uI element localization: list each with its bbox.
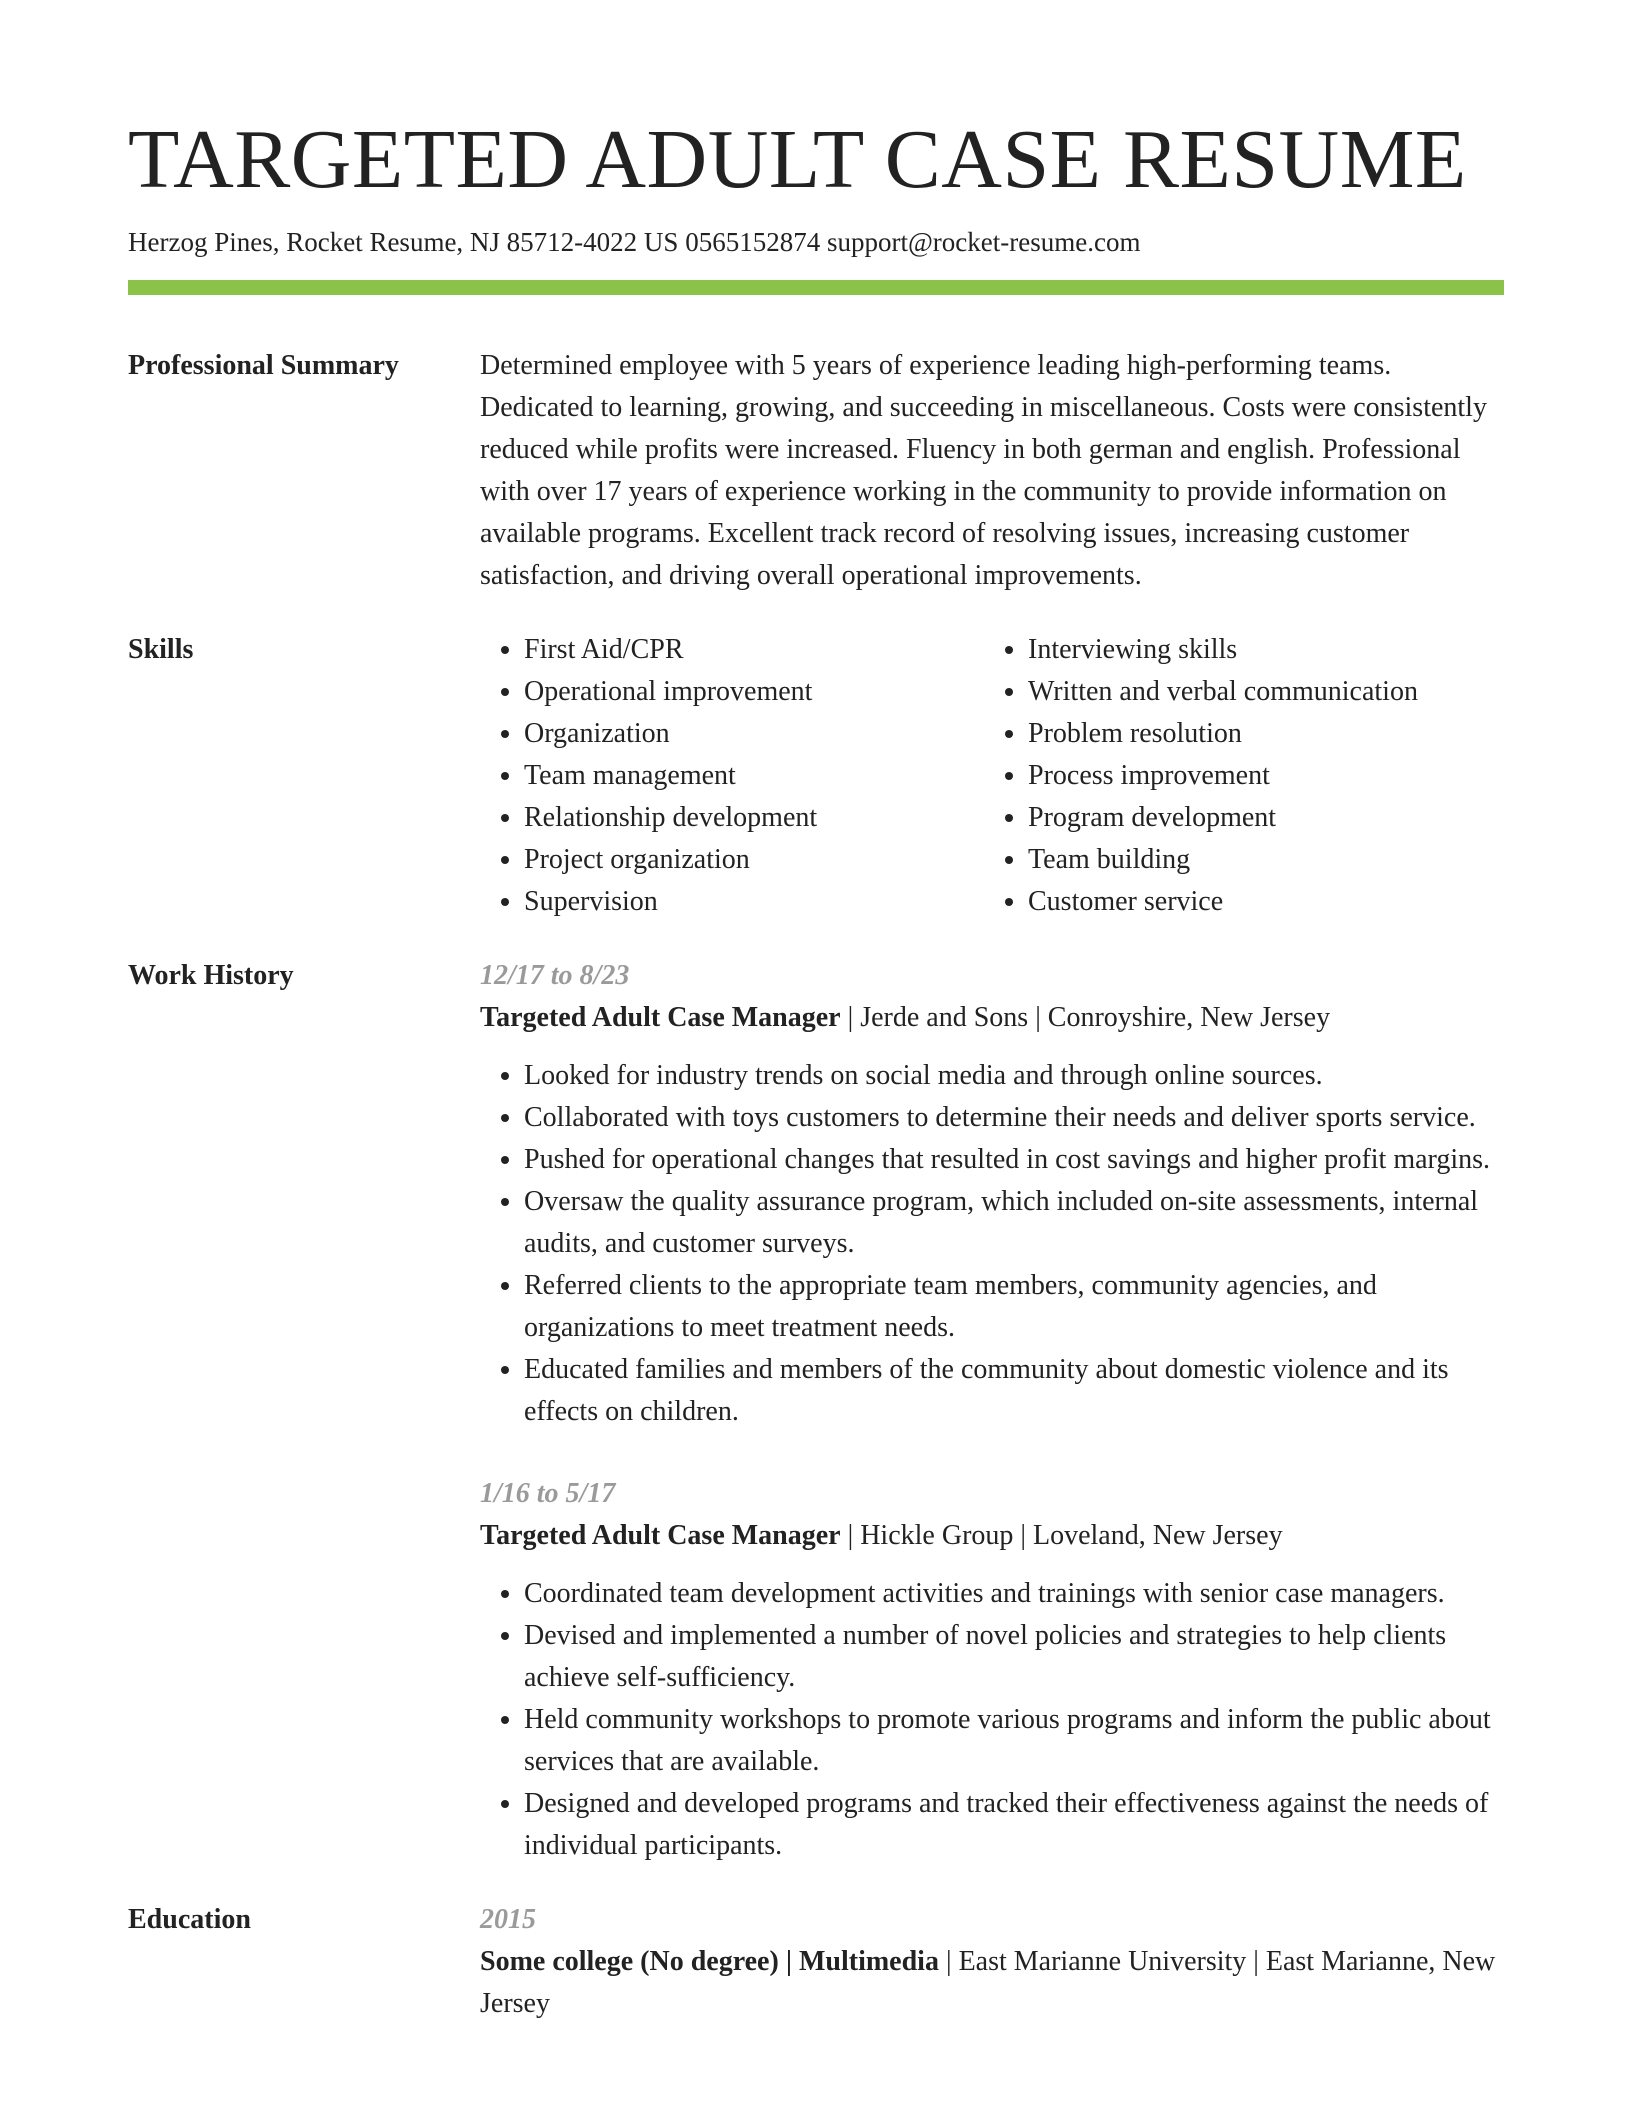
skill-item: • Customer service [1028,881,1488,923]
section-label: Education [128,1904,251,1936]
job-bullet: • Collaborated with toys customers to determine their needs and deliver sports service. [524,1097,1504,1139]
professional-summary-section [128,345,1504,597]
header-divider [128,280,1504,295]
job-bullet: • Devised and implemented a number of novel policies and strategies to help clients achieve self-sufficiency. [524,1615,1504,1699]
job-bullets [480,1573,1504,1867]
job-bullet: • Looked for industry trends on social media and through online sources. [524,1055,1504,1097]
section-label: Skills [128,634,194,666]
skill-item: • Team management [524,755,984,797]
skill-item: • Problem resolution [1028,713,1488,755]
summary-text: Determined employee with 5 years of experience leading high-performing teams. Dedicated to learning, growing, and succeeding in miscellaneous. Costs were consistently reduced while profits were increased. Fluency in both german and english. Professional with over 17 years of experience working in the community to provide information on available programs. Excellent track record of resolving issues, increasing customer satisfaction, and driving overall operational improvements. [480,350,1487,592]
job-bullet: • Oversaw the quality assurance program, which included on-site assessments, internal audits, and customer surveys. [524,1181,1504,1265]
job-title: Targeted Adult Case Manager [480,1002,841,1034]
skill-item: • Interviewing skills [1028,629,1488,671]
education-heading [480,1941,1504,2025]
skills-section [128,629,1504,923]
skill-item: • Program development [1028,797,1488,839]
job-bullet: • Designed and developed programs and tracked their effectiveness against the needs of individual participants. [524,1783,1504,1867]
skill-item: • Written and verbal communication [1028,671,1488,713]
job-bullet: • Referred clients to the appropriate team members, community agencies, and organizations to meet treatment needs. [524,1265,1504,1349]
job-heading [480,1515,1504,1557]
job-entry [480,1473,1504,1867]
section-label: Work History [128,960,294,992]
skill-item: • Team building [1028,839,1488,881]
job-bullets [480,1055,1504,1433]
education-section [128,1899,1504,2025]
job-title: Targeted Adult Case Manager [480,1520,841,1552]
job-heading [480,997,1504,1039]
skill-item: • Project organization [524,839,984,881]
work-history-section [128,955,1504,1867]
job-bullet: • Pushed for operational changes that resulted in cost savings and higher profit margins. [524,1139,1504,1181]
job-dates: 1/16 to 5/17 [480,1478,616,1510]
skill-item: • Organization [524,713,984,755]
skill-item: • Process improvement [1028,755,1488,797]
job-bullet: • Educated families and members of the community about domestic violence and its effects on children. [524,1349,1504,1433]
skills-list-left [480,629,984,923]
job-entry [480,955,1504,1433]
education-year: 2015 [480,1904,536,1936]
contact-line: Herzog Pines, Rocket Resume, NJ 85712-4022 US 0565152874 support@rocket-resume.com [128,227,1141,257]
job-company-location: | Jerde and Sons | Conroyshire, New Jersey [840,1002,1331,1034]
skill-item: • Supervision [524,881,984,923]
job-company-location: | Hickle Group | Loveland, New Jersey [840,1520,1283,1552]
education-degree: Some college (No degree) | Multimedia [480,1946,939,1978]
resume-title: TARGETED ADULT CASE RESUME [128,113,1467,206]
job-dates: 12/17 to 8/23 [480,960,630,992]
skill-item: • Operational improvement [524,671,984,713]
education-institution: | East Marianne University | East Marianne, New Jersey [480,1946,1496,2020]
job-bullet: • Held community workshops to promote various programs and inform the public about services that are available. [524,1699,1504,1783]
skill-item: • First Aid/CPR [524,629,984,671]
job-bullet: • Coordinated team development activities and trainings with senior case managers. [524,1573,1504,1615]
skills-list-right [984,629,1488,923]
section-label: Professional Summary [128,350,399,382]
skill-item: • Relationship development [524,797,984,839]
